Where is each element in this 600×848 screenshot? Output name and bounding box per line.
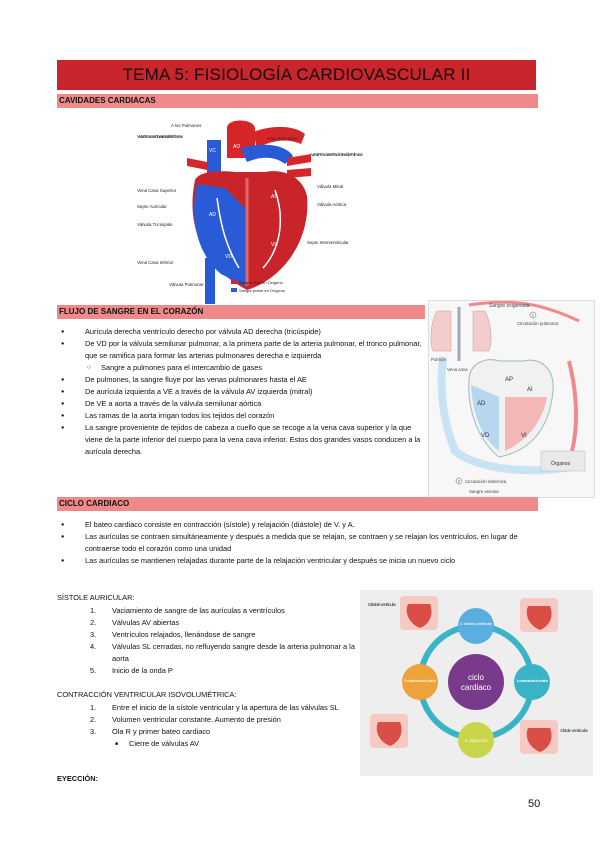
circ-label-ai: AI bbox=[527, 387, 533, 393]
list-item: 4. Válvulas SL cerradas, no refluyendo sangre desde la arteria pulmonar a la aorta bbox=[90, 642, 355, 663]
label-ai: AI bbox=[271, 194, 276, 200]
circ-label-organos: Órganos bbox=[551, 461, 571, 467]
cycle-center-label-2: cardiaco bbox=[460, 683, 492, 692]
circ-label-circ-pulmonar: Circulación pulmonar bbox=[517, 321, 559, 326]
list-item: 2. Volumen ventricular constante. Aumento de presión bbox=[90, 715, 281, 724]
list-item: ● Las ramas de la aorta irrigan todos los tejidos del corazón bbox=[57, 410, 423, 422]
cardiac-cycle-diagram bbox=[360, 590, 593, 776]
circ-label-num1: 1 bbox=[531, 312, 534, 318]
section-header-ciclo: CICLO CARDIACO bbox=[57, 497, 538, 511]
contraccion-header: CONTRACCIÓN VENTRICULAR ISOVOLUMÉTRICA: bbox=[57, 690, 237, 699]
cycle-center-label-1: ciclo bbox=[467, 673, 485, 682]
list-item: 1. Vaciamiento de sangre de las aurículas a ventrículos bbox=[90, 606, 285, 615]
cycle-step-4 bbox=[458, 608, 494, 644]
cycle-step-1-label: 1. contracción isovolumétrica bbox=[516, 678, 548, 683]
sistole-list bbox=[57, 605, 357, 677]
label-venas-pulm-left: Venas Pulmonares Provenientes de los Pulmones bbox=[137, 134, 183, 139]
label-vi: VI bbox=[271, 242, 276, 248]
circ-label-circ-sistemica: Circulación sistémica bbox=[465, 479, 507, 484]
legend-poor: Sangre pobre en Oxígeno bbox=[239, 288, 286, 293]
circ-label-sangre-venosa: Sangre venosa bbox=[469, 489, 499, 494]
sistole-header: SÍSTOLE AURICULAR: bbox=[57, 593, 135, 602]
label-vena-cava-sup: Vena Cava Superior bbox=[137, 188, 177, 193]
cycle-step-2-label: 2. eyección bbox=[464, 738, 488, 743]
list-item: ● Aurícula derecha ventrículo derecho por válvula AD derecha (tricúspide) bbox=[57, 326, 423, 338]
label-sistole-ventricular: Sístole ventricular bbox=[560, 728, 588, 733]
list-item: 1. Entre el inicio de la sístole ventricular y la apertura de las válvulas SL bbox=[90, 703, 339, 712]
list-item: ● Las aurículas se mantienen relajadas durante parte de la relajación ventricular y después se inicia un nuevo ciclo bbox=[57, 555, 537, 567]
list-item: ● De VE a aorta a través de la válvula semilunar aórtica bbox=[57, 398, 423, 410]
eyeccion-header: EYECCIÓN: bbox=[57, 774, 99, 783]
list-item: ● La sangre proveniente de tejidos de cabeza a cuello que se recoge a la vena cava superior y la que viene de la parte inferior del cuerpo para la vena cava inferior. Estos dos grandes vasos conducen a la aurícula derecha. bbox=[57, 422, 423, 458]
label-valvula-pulmonar: Válvula Pulmonar bbox=[169, 282, 204, 287]
list-item: 5. Inicio de la onda P bbox=[90, 666, 173, 675]
page-number: 50 bbox=[528, 798, 541, 810]
label-a-pulmones-right: A los Pulmones bbox=[267, 136, 298, 141]
page-title: TEMA 5: FISIOLOGÍA CARDIOVASCULAR II bbox=[122, 65, 471, 84]
label-a-pulmones-left: A los Pulmones bbox=[171, 123, 202, 128]
title-bar bbox=[57, 60, 536, 90]
ciclo-list bbox=[57, 519, 537, 567]
list-item: 3. Ola R y primer bateo cardiaco bbox=[90, 727, 211, 736]
label-venas-pulm-right: Venas Pulmonares Provenientes de los Pulmones bbox=[311, 152, 363, 157]
label-diastole-ventricular: Diástole ventricular bbox=[368, 602, 396, 607]
list-item: 3. Ventrículos relajados, llenándose de sangre bbox=[90, 630, 256, 639]
heart-diagram bbox=[135, 118, 365, 304]
circ-label-pulmon: Pulmón bbox=[431, 357, 446, 362]
label-vc: VC bbox=[209, 148, 216, 154]
section-header-flujo: FLUJO DE SANGRE EN EL CORAZÓN bbox=[57, 305, 425, 319]
circ-label-vd: VD bbox=[481, 433, 490, 439]
circ-label-vi: VI bbox=[521, 433, 527, 439]
label-valvula-mitral: Válvula Mitral bbox=[317, 184, 344, 189]
circ-label-sangre-oxigenada: Sangre oxigenada bbox=[489, 303, 530, 309]
flujo-list bbox=[57, 326, 423, 458]
label-vena-cava-inf: Vena Cava Inferior bbox=[137, 260, 174, 265]
contraccion-list bbox=[57, 702, 357, 750]
label-septo-inter: Septo Interventricular bbox=[307, 240, 349, 245]
label-valvula-aortica: Válvula Aórtica bbox=[317, 202, 347, 207]
legend-swatch-poor bbox=[231, 288, 237, 292]
legend-rich: Sangre Rica en Oxígeno bbox=[239, 280, 283, 285]
list-item: ■ Cierre de válvulas AV bbox=[115, 739, 200, 748]
circ-label-ad: AD bbox=[477, 401, 486, 407]
circ-label-vena-cava: Vena cava bbox=[447, 367, 468, 372]
label-ad: AD bbox=[209, 212, 216, 218]
list-item: ● De VD por la válvula semilunar pulmonar, a la primera parte de la arteria pulmonar, el tronco pulmonar, que se ramifica para formar las arterias pulmonares derecha e izquierda bbox=[57, 338, 423, 362]
section-header-cavidades: CAVIDADES CARDIACAS bbox=[57, 94, 538, 108]
cycle-center bbox=[448, 654, 504, 710]
legend-swatch-rich bbox=[231, 280, 237, 284]
list-item: ● De aurícula izquierda a VE a través de la válvula AV izquierda (mitral) bbox=[57, 386, 423, 398]
label-septo-auricular: Septo Auricular bbox=[137, 204, 167, 209]
circ-label-ap: AP bbox=[505, 377, 514, 383]
cycle-step-3-label: 3. relajación isovolumétrica bbox=[404, 678, 436, 683]
list-item: ● Las aurículas se contraen simultáneamente y después a medida que se relajan, se contraen y se relajan los ventrículos, en lugar de contraerse todo el corazón como una unidad bbox=[57, 531, 537, 555]
list-item: ○ Sangre a pulmones para el intercambio de gases bbox=[57, 362, 423, 374]
list-item: ● De pulmones, la sangre fluye por las venas pulmonares hasta el AE bbox=[57, 374, 423, 386]
list-item: 2. Válvulas AV abiertas bbox=[90, 618, 180, 627]
label-ap: AP bbox=[257, 158, 264, 164]
label-vd: VD bbox=[225, 254, 232, 260]
circulation-diagram bbox=[428, 300, 595, 498]
list-item: ● El bateo cardiaco consiste en contracción (sístole) y relajación (diástole) de V. y A. bbox=[57, 519, 537, 531]
label-valvula-tricuspide: Válvula Tricúspide bbox=[137, 222, 173, 227]
label-ao: AO bbox=[233, 144, 241, 150]
cycle-step-4-label: 4. Llenado ventricular bbox=[460, 621, 492, 626]
circ-label-num2: 2 bbox=[457, 478, 460, 484]
